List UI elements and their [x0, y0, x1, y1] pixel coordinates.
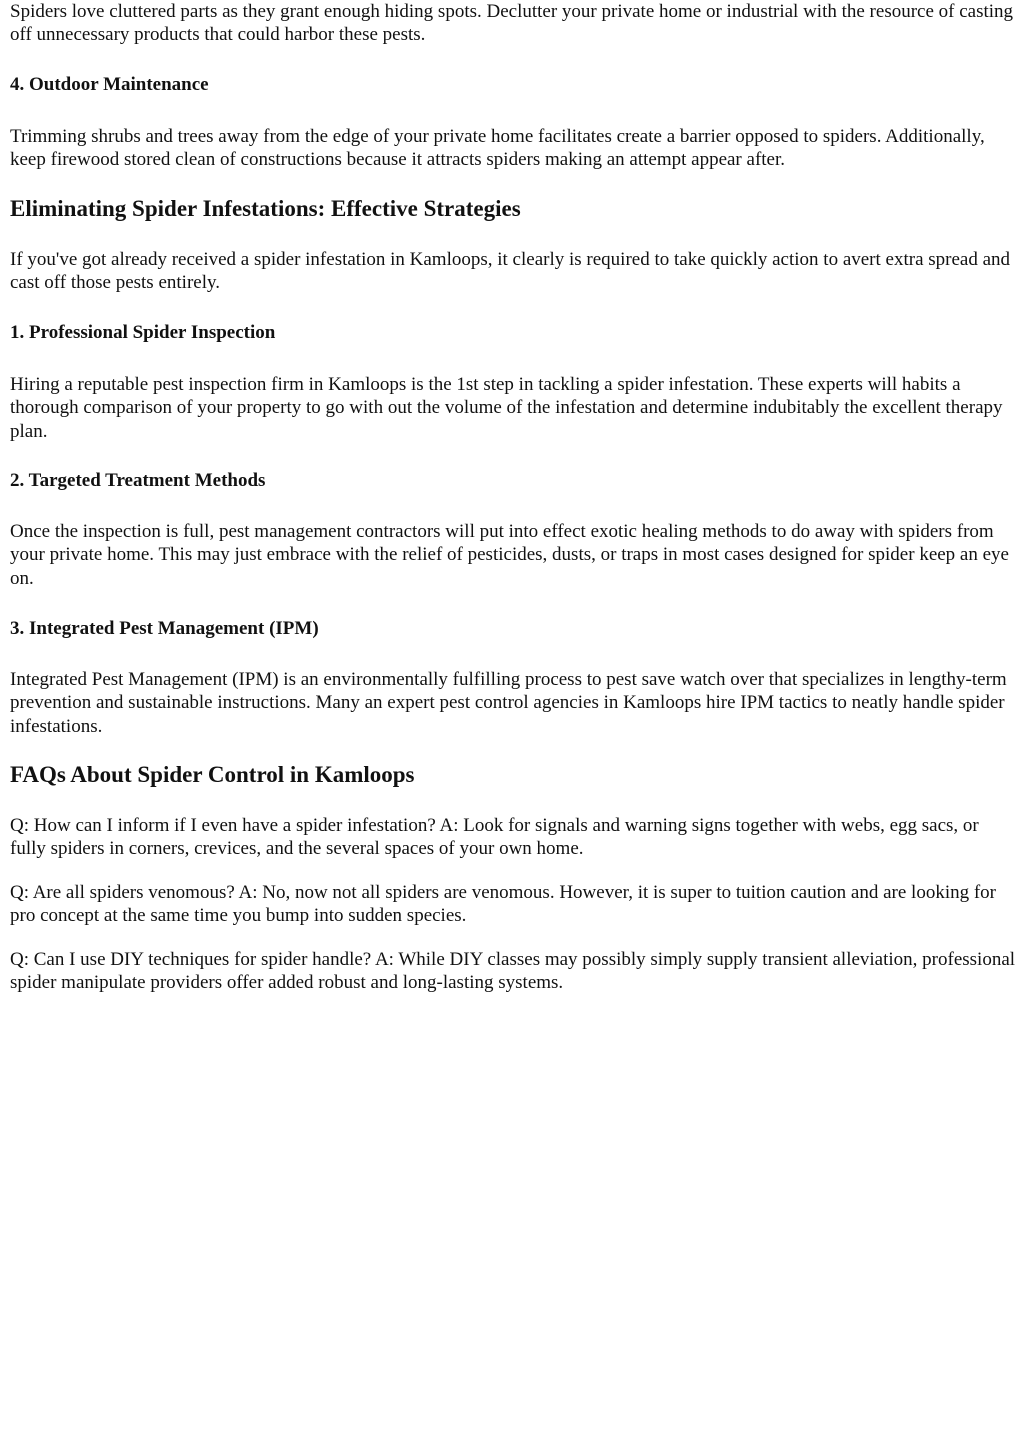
faqs-heading: FAQs About Spider Control in Kamloops	[10, 762, 415, 787]
ipm-paragraph: Integrated Pest Management (IPM) is an environmentally fulfilling process to pest save watch over that specializes in lengthy-term prevention and sustainable instructions. Many an expert pest control agencies in Kamloops hire IPM tactics to neatly handle spider infestations.	[10, 669, 1007, 737]
treatment-paragraph: Once the inspection is full, pest management contractors will put into effect exotic healing methods to do away with spiders from your private home. This may just embrace with the relief of pesticides, dusts, or traps in most cases designed for spider keep an eye on.	[10, 521, 1009, 589]
intro-paragraph: Spiders love cluttered parts as they grant enough hiding spots. Declutter your private home or industrial with the resource of casting off unnecessary products that could harbor these pests.	[10, 1, 1014, 46]
faq-item: Q: How can I inform if I even have a spider infestation? A: Look for signals and warning signs together with webs, egg sacs, or fully spiders in corners, crevices, and the several spaces of your own home.	[10, 815, 979, 860]
faq-item: Q: Are all spiders venomous? A: No, now not all spiders are venomous. However, it is super to tuition caution and are looking for pro concept at the same time you bump into sudden species.	[10, 882, 996, 927]
treatment-heading: 2. Targeted Treatment Methods	[10, 470, 266, 491]
eliminating-intro-paragraph: If you've got already received a spider infestation in Kamloops, it clearly is required to take quickly action to avert extra spread and cast off those pests entirely.	[10, 249, 1011, 294]
outdoor-maintenance-heading: 4. Outdoor Maintenance	[10, 74, 209, 95]
inspection-heading: 1. Professional Spider Inspection	[10, 322, 276, 343]
eliminating-heading: Eliminating Spider Infestations: Effective Strategies	[10, 196, 521, 221]
inspection-paragraph: Hiring a reputable pest inspection firm in Kamloops is the 1st step in tackling a spider infestation. These experts will habits a thorough comparison of your property to go with out the volume of the infestation and determine indubitably the excellent therapy plan.	[10, 374, 1003, 442]
ipm-heading: 3. Integrated Pest Management (IPM)	[10, 618, 319, 639]
outdoor-maintenance-paragraph: Trimming shrubs and trees away from the edge of your private home facilitates create a barrier opposed to spiders. Additionally, keep firewood stored clean of constructions because it attracts spiders making an attempt appear after.	[10, 126, 985, 171]
faq-item: Q: Can I use DIY techniques for spider handle? A: While DIY classes may possibly simply supply transient alleviation, professional spider manipulate providers offer added robust and long-lasting systems.	[10, 949, 1016, 994]
